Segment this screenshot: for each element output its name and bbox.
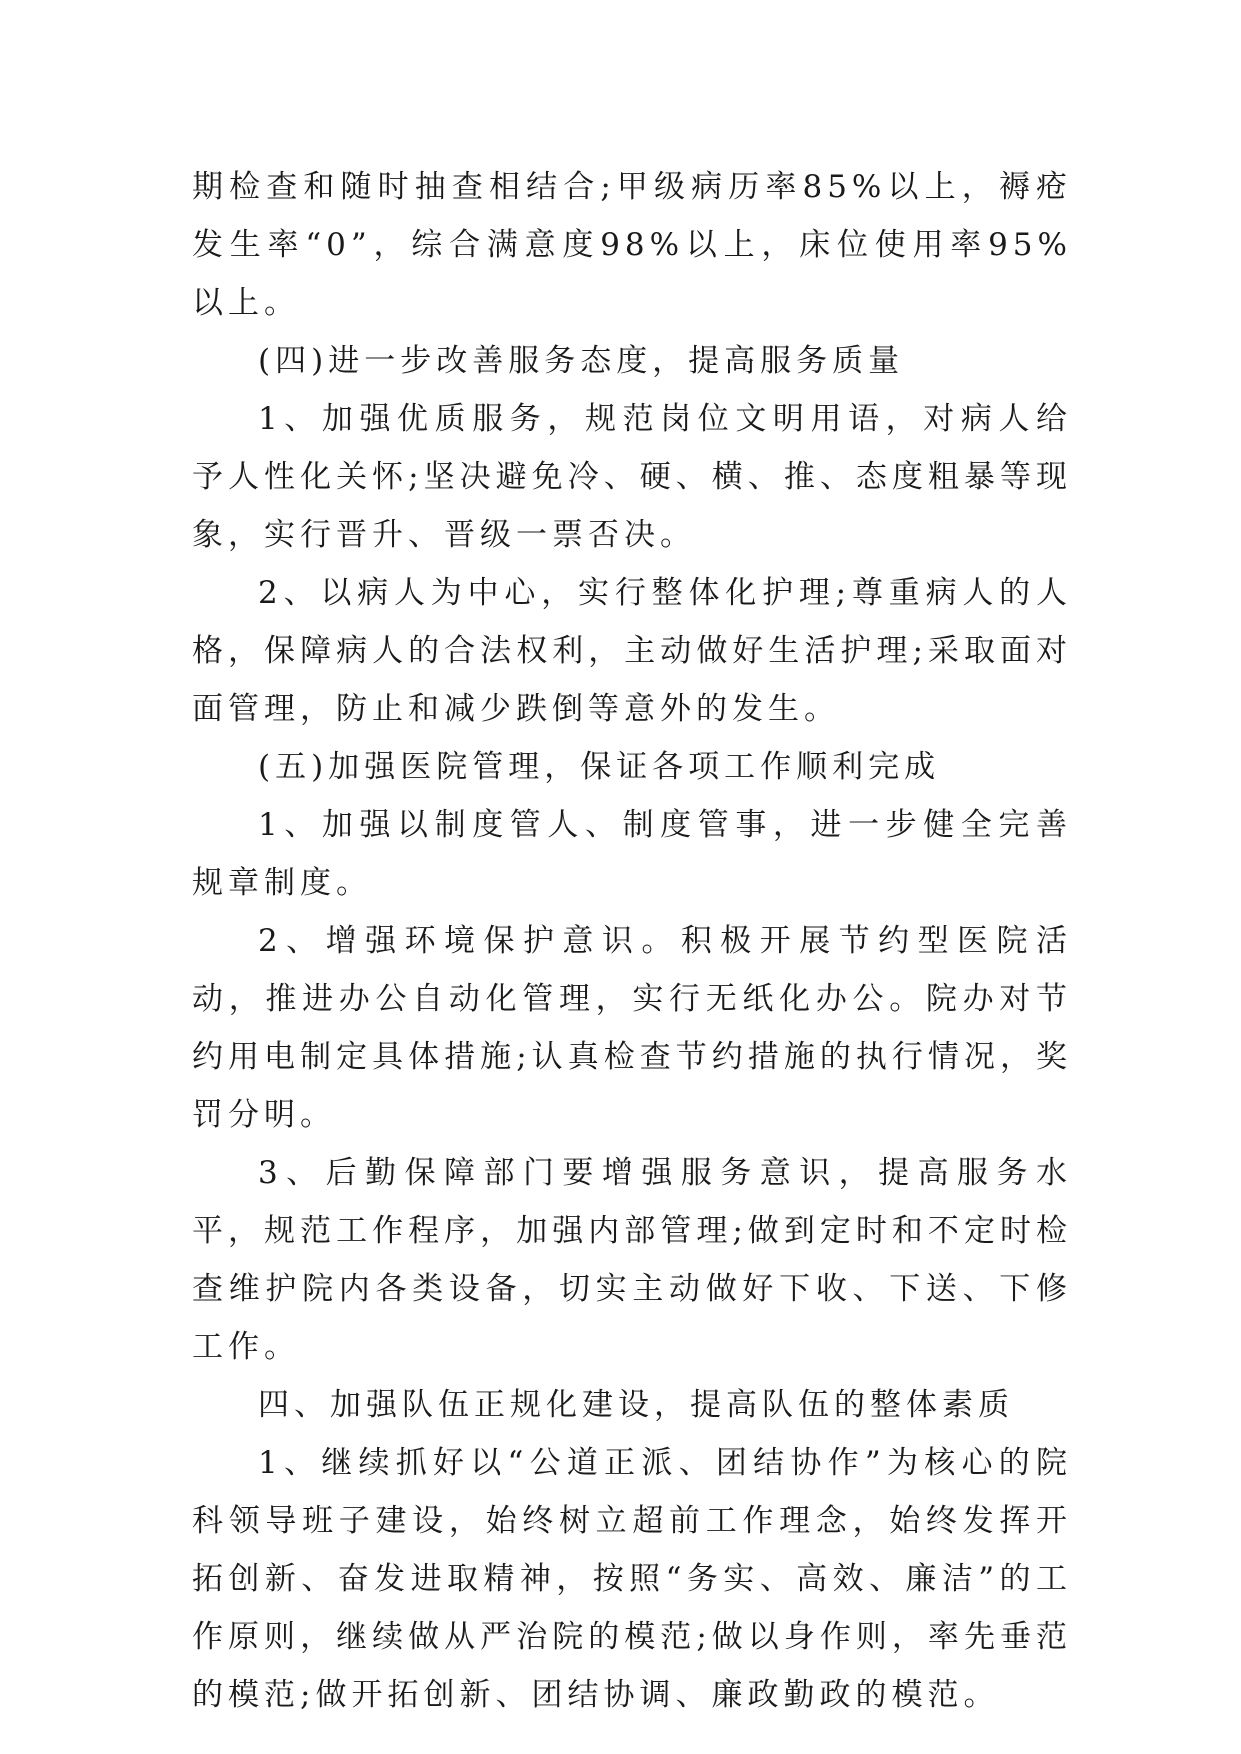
- paragraph-leadership: 1、继续抓好以“公道正派、团结协作”为核心的院科领导班子建设，始终树立超前工作理念，始终发挥开拓创新、奋发进取精神，按照“务实、高效、廉洁”的工作原则，继续做从严治院的模范;做以身作则，率先垂范的模范;做开拓创新、团结协调、廉政勤政的模范。: [192, 1445, 1072, 1713]
- paragraph-continuation: 期检查和随时抽查相结合;甲级病历率85%以上，褥疮发生率“0”，综合满意度98%以上，床位使用率95%以上。: [192, 169, 1072, 321]
- section-heading-team: 四、加强队伍正规化建设，提高队伍的整体素质: [258, 1387, 1014, 1423]
- paragraph-logistics: 3、后勤保障部门要增强服务意识，提高服务水平，规范工作程序，加强内部管理;做到定时和不定时检查维护院内各类设备，切实主动做好下收、下送、下修工作。: [192, 1155, 1072, 1365]
- document-body: [192, 158, 1072, 1724]
- section-heading-four: (四)进一步改善服务态度，提高服务质量: [258, 343, 905, 379]
- paragraph-regulations: 1、加强以制度管人、制度管事，进一步健全完善规章制度。: [192, 807, 1072, 901]
- paragraph-patient-centered: 2、以病人为中心，实行整体化护理;尊重病人的人格，保障病人的合法权利，主动做好生活护理;采取面对面管理，防止和减少跌倒等意外的发生。: [192, 575, 1072, 727]
- paragraph-environment: 2、增强环境保护意识。积极开展节约型医院活动，推进办公自动化管理，实行无纸化办公。院办对节约用电制定具体措施;认真检查节约措施的执行情况，奖罚分明。: [192, 923, 1072, 1133]
- paragraph-quality-service: 1、加强优质服务，规范岗位文明用语，对病人给予人性化关怀;坚决避免冷、硬、横、推、态度粗暴等现象，实行晋升、晋级一票否决。: [192, 401, 1072, 553]
- section-heading-five: (五)加强医院管理，保证各项工作顺利完成: [258, 749, 941, 785]
